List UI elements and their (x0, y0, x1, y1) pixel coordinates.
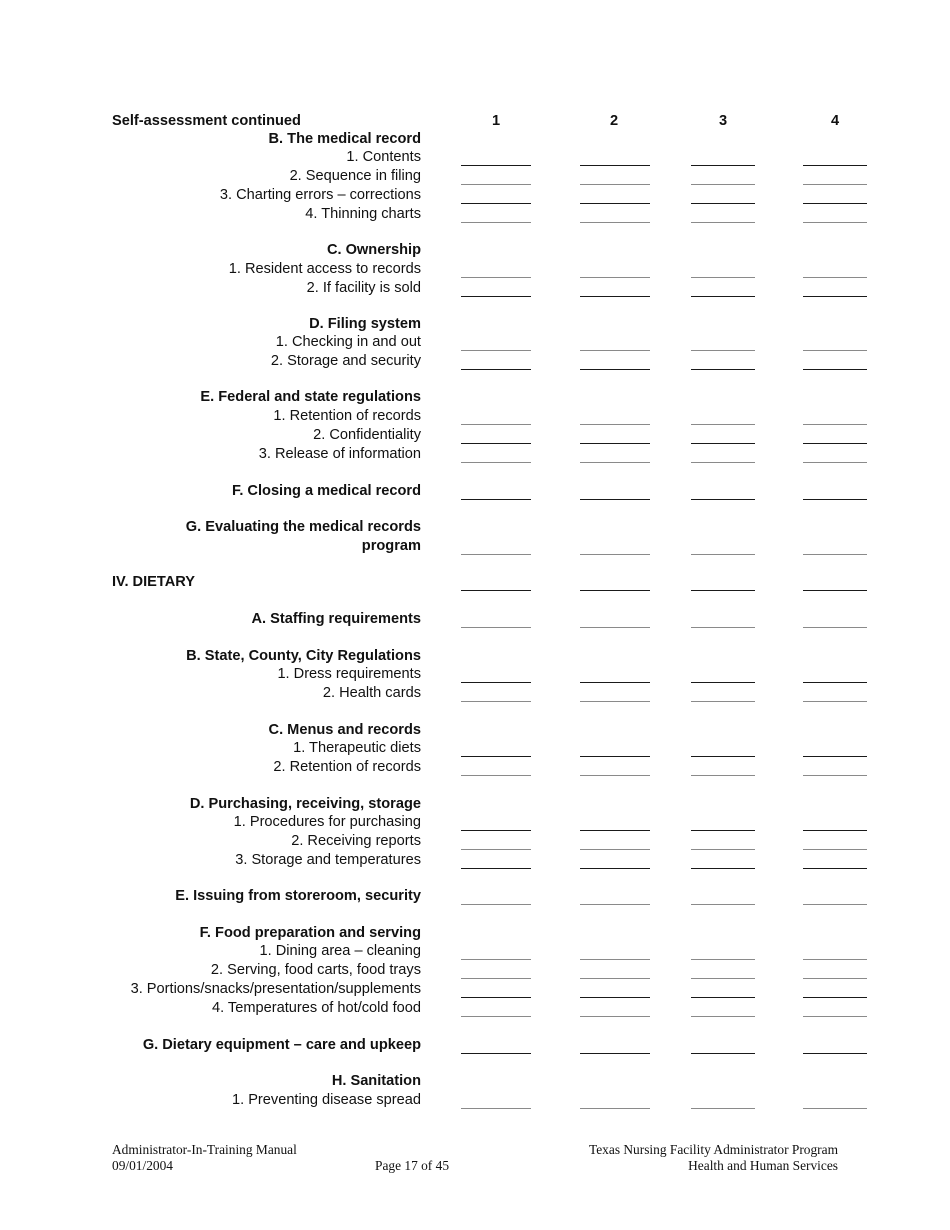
section-heading: A. Staffing requirements (251, 611, 421, 627)
rating-blank-col-2[interactable] (580, 1053, 650, 1054)
footer-agency-name: Health and Human Services (688, 1158, 838, 1173)
rating-blank-col-2[interactable] (580, 590, 650, 591)
section-heading: F. Closing a medical record (232, 483, 421, 499)
section-heading: D. Purchasing, receiving, storage (189, 796, 421, 812)
rating-blank-col-1[interactable] (461, 165, 531, 166)
rating-blank-col-4[interactable] (803, 222, 867, 223)
item-label: 1. Therapeutic diets (293, 740, 421, 756)
item-row (0, 813, 950, 832)
section-heading: G. Evaluating the medical records (185, 519, 421, 535)
rating-blank-col-1[interactable] (461, 499, 531, 500)
rating-blank-col-4[interactable] (803, 701, 867, 702)
rating-blank-col-4[interactable] (803, 978, 867, 979)
rating-blank-col-4[interactable] (803, 184, 867, 185)
item-label: 3. Storage and temperatures (235, 852, 421, 868)
rating-blank-col-2[interactable] (580, 849, 650, 850)
rating-blank-col-2[interactable] (580, 443, 650, 444)
rating-blank-col-1[interactable] (461, 849, 531, 850)
item-label: 2. Receiving reports (291, 833, 421, 849)
rating-blank-col-1[interactable] (461, 830, 531, 831)
rating-blank-col-3[interactable] (691, 165, 755, 166)
rating-blank-col-4[interactable] (803, 369, 867, 370)
section-heading-row (0, 241, 950, 260)
section-heading-row (0, 1036, 950, 1055)
item-row (0, 832, 950, 851)
item-label: 2. Retention of records (273, 759, 421, 775)
section-heading-row (0, 482, 950, 501)
rating-blank-col-4[interactable] (803, 554, 867, 555)
rating-blank-col-3[interactable] (691, 849, 755, 850)
column-header-2: 2 (609, 113, 619, 129)
rating-blank-col-4[interactable] (803, 904, 867, 905)
item-row (0, 167, 950, 186)
rating-blank-col-3[interactable] (691, 868, 755, 869)
rating-blank-col-4[interactable] (803, 424, 867, 425)
footer-date: 09/01/2004 (112, 1158, 174, 1173)
section-heading: C. Ownership (326, 242, 421, 258)
rating-blank-col-4[interactable] (803, 350, 867, 351)
rating-blank-col-3[interactable] (691, 756, 755, 757)
rating-blank-col-3[interactable] (691, 959, 755, 960)
item-label: 1. Checking in and out (275, 334, 421, 350)
rating-blank-col-1[interactable] (461, 462, 531, 463)
rating-blank-col-2[interactable] (580, 184, 650, 185)
item-label: 1. Dress requirements (277, 666, 421, 682)
rating-blank-col-4[interactable] (803, 868, 867, 869)
item-label: 4. Temperatures of hot/cold food (211, 1000, 421, 1016)
rating-blank-col-1[interactable] (461, 443, 531, 444)
rating-blank-col-1[interactable] (461, 868, 531, 869)
item-label: 2. Serving, food carts, food trays (210, 962, 421, 978)
rating-blank-col-1[interactable] (461, 904, 531, 905)
section-heading-row (0, 130, 950, 149)
column-header-1: 1 (491, 113, 501, 129)
footer-page-number: Page 17 of 45 (375, 1158, 450, 1173)
item-label: 1. Retention of records (273, 408, 421, 424)
rating-blank-col-3[interactable] (691, 350, 755, 351)
item-label: 2. If facility is sold (306, 280, 421, 296)
rating-blank-col-2[interactable] (580, 554, 650, 555)
section-heading: B. State, County, City Regulations (186, 648, 421, 664)
section-heading-row (0, 573, 950, 592)
rating-blank-col-2[interactable] (580, 350, 650, 351)
section-heading-row (0, 1072, 950, 1091)
item-row (0, 942, 950, 961)
item-label: 3. Charting errors – corrections (219, 187, 421, 203)
section-heading: H. Sanitation (331, 1073, 421, 1089)
item-row (0, 980, 950, 999)
rating-blank-col-1[interactable] (461, 701, 531, 702)
item-row (0, 352, 950, 371)
rating-blank-col-3[interactable] (691, 296, 755, 297)
item-label: 3. Release of information (258, 446, 421, 462)
rating-blank-col-1[interactable] (461, 277, 531, 278)
rating-blank-col-4[interactable] (803, 462, 867, 463)
rating-blank-col-3[interactable] (691, 369, 755, 370)
item-label: 1. Procedures for purchasing (233, 814, 421, 830)
section-heading: E. Federal and state regulations (200, 389, 421, 405)
section-heading: IV. DIETARY (112, 574, 195, 590)
section-heading: D. Filing system (309, 316, 421, 332)
rating-blank-col-1[interactable] (461, 1016, 531, 1017)
section-heading-row (0, 721, 950, 740)
rating-blank-col-1[interactable] (461, 184, 531, 185)
item-row (0, 999, 950, 1018)
rating-blank-col-2[interactable] (580, 1016, 650, 1017)
item-label: 2. Confidentiality (313, 427, 421, 443)
rating-blank-col-3[interactable] (691, 203, 755, 204)
rating-blank-col-2[interactable] (580, 904, 650, 905)
item-label: 3. Portions/snacks/presentation/supplements (130, 981, 421, 997)
rating-blank-col-2[interactable] (580, 165, 650, 166)
rating-blank-col-4[interactable] (803, 959, 867, 960)
column-header-4: 4 (830, 113, 840, 129)
section-heading-row (0, 924, 950, 943)
footer-program-name: Texas Nursing Facility Administrator Program (589, 1142, 838, 1157)
rating-blank-col-3[interactable] (691, 627, 755, 628)
rating-blank-col-4[interactable] (803, 277, 867, 278)
section-heading-row (0, 887, 950, 906)
rating-blank-col-1[interactable] (461, 1108, 531, 1109)
rating-blank-col-1[interactable] (461, 627, 531, 628)
rating-blank-col-2[interactable] (580, 627, 650, 628)
rating-blank-col-4[interactable] (803, 682, 867, 683)
rating-blank-col-2[interactable] (580, 369, 650, 370)
rating-blank-col-4[interactable] (803, 499, 867, 500)
header-row (0, 112, 950, 131)
rating-blank-col-2[interactable] (580, 462, 650, 463)
item-row (0, 279, 950, 298)
rating-blank-col-2[interactable] (580, 424, 650, 425)
rating-blank-col-2[interactable] (580, 296, 650, 297)
item-row (0, 260, 950, 279)
section-heading-row (0, 518, 950, 537)
item-row (0, 333, 950, 352)
rating-blank-col-2[interactable] (580, 959, 650, 960)
rating-blank-col-4[interactable] (803, 165, 867, 166)
rating-blank-col-4[interactable] (803, 296, 867, 297)
rating-blank-col-4[interactable] (803, 203, 867, 204)
rating-blank-col-1[interactable] (461, 350, 531, 351)
rating-blank-col-1[interactable] (461, 203, 531, 204)
footer-right (589, 1142, 838, 1174)
rating-blank-col-2[interactable] (580, 1108, 650, 1109)
rating-blank-col-3[interactable] (691, 499, 755, 500)
rating-blank-col-2[interactable] (580, 222, 650, 223)
rating-blank-col-1[interactable] (461, 1053, 531, 1054)
section-heading-row (0, 315, 950, 334)
item-label: 1. Dining area – cleaning (259, 943, 421, 959)
section-heading: program (361, 538, 421, 554)
rating-blank-col-2[interactable] (580, 997, 650, 998)
item-row (0, 148, 950, 167)
rating-blank-col-3[interactable] (691, 222, 755, 223)
item-row (0, 961, 950, 980)
column-header-3: 3 (718, 113, 728, 129)
rating-blank-col-2[interactable] (580, 277, 650, 278)
section-heading: C. Menus and records (268, 722, 421, 738)
rating-blank-col-4[interactable] (803, 997, 867, 998)
rating-blank-col-3[interactable] (691, 1016, 755, 1017)
section-heading-row (0, 795, 950, 814)
rating-blank-col-1[interactable] (461, 775, 531, 776)
rating-blank-col-2[interactable] (580, 701, 650, 702)
rating-blank-col-3[interactable] (691, 424, 755, 425)
rating-blank-col-3[interactable] (691, 443, 755, 444)
rating-blank-col-1[interactable] (461, 997, 531, 998)
item-label: 1. Preventing disease spread (231, 1092, 421, 1108)
rating-blank-col-2[interactable] (580, 775, 650, 776)
rating-blank-col-2[interactable] (580, 203, 650, 204)
footer-manual-title: Administrator-In-Training Manual (112, 1142, 297, 1157)
section-heading: E. Issuing from storeroom, security (175, 888, 421, 904)
rating-blank-col-3[interactable] (691, 775, 755, 776)
rating-blank-col-1[interactable] (461, 369, 531, 370)
rating-blank-col-3[interactable] (691, 1053, 755, 1054)
section-heading-row (0, 610, 950, 629)
rating-blank-col-3[interactable] (691, 701, 755, 702)
rating-blank-col-1[interactable] (461, 554, 531, 555)
rating-blank-col-1[interactable] (461, 296, 531, 297)
rating-blank-col-2[interactable] (580, 868, 650, 869)
item-row (0, 665, 950, 684)
rating-blank-col-2[interactable] (580, 756, 650, 757)
rating-blank-col-3[interactable] (691, 682, 755, 683)
rating-blank-col-4[interactable] (803, 849, 867, 850)
item-label: 2. Health cards (322, 685, 421, 701)
section-heading: G. Dietary equipment – care and upkeep (142, 1037, 421, 1053)
rating-blank-col-3[interactable] (691, 277, 755, 278)
item-row (0, 426, 950, 445)
footer-left (112, 1142, 297, 1174)
rating-blank-col-2[interactable] (580, 830, 650, 831)
rating-blank-col-1[interactable] (461, 590, 531, 591)
item-row (0, 205, 950, 224)
rating-blank-col-3[interactable] (691, 997, 755, 998)
rating-blank-col-4[interactable] (803, 590, 867, 591)
rating-blank-col-1[interactable] (461, 756, 531, 757)
rating-blank-col-3[interactable] (691, 590, 755, 591)
section-heading-row (0, 537, 950, 556)
rating-blank-col-4[interactable] (803, 756, 867, 757)
item-row (0, 445, 950, 464)
item-row (0, 851, 950, 870)
item-label: 1. Resident access to records (228, 261, 421, 277)
rating-blank-col-2[interactable] (580, 682, 650, 683)
rating-blank-col-1[interactable] (461, 682, 531, 683)
item-row (0, 407, 950, 426)
rating-blank-col-3[interactable] (691, 462, 755, 463)
rating-blank-col-1[interactable] (461, 959, 531, 960)
rating-blank-col-2[interactable] (580, 499, 650, 500)
section-heading-row (0, 388, 950, 407)
rating-blank-col-4[interactable] (803, 1108, 867, 1109)
section-title: Self-assessment continued (112, 113, 301, 129)
rating-blank-col-1[interactable] (461, 424, 531, 425)
section-heading: F. Food preparation and serving (199, 925, 421, 941)
rating-blank-col-4[interactable] (803, 627, 867, 628)
item-label: 2. Storage and security (270, 353, 421, 369)
rating-blank-col-4[interactable] (803, 775, 867, 776)
rating-blank-col-3[interactable] (691, 830, 755, 831)
rating-blank-col-3[interactable] (691, 184, 755, 185)
item-row (0, 684, 950, 703)
rating-blank-col-3[interactable] (691, 904, 755, 905)
rating-blank-col-4[interactable] (803, 443, 867, 444)
rating-blank-col-3[interactable] (691, 978, 755, 979)
rating-blank-col-4[interactable] (803, 830, 867, 831)
rating-blank-col-4[interactable] (803, 1053, 867, 1054)
rating-blank-col-4[interactable] (803, 1016, 867, 1017)
item-label: 1. Contents (346, 149, 421, 165)
section-heading-row (0, 647, 950, 666)
item-row (0, 1091, 950, 1110)
item-label: 2. Sequence in filing (289, 168, 421, 184)
item-row (0, 739, 950, 758)
rating-blank-col-3[interactable] (691, 1108, 755, 1109)
rating-blank-col-2[interactable] (580, 978, 650, 979)
rating-blank-col-1[interactable] (461, 222, 531, 223)
section-heading: B. The medical record (268, 131, 421, 147)
rating-blank-col-1[interactable] (461, 978, 531, 979)
item-label: 4. Thinning charts (305, 206, 421, 222)
item-row (0, 186, 950, 205)
rating-blank-col-3[interactable] (691, 554, 755, 555)
item-row (0, 758, 950, 777)
